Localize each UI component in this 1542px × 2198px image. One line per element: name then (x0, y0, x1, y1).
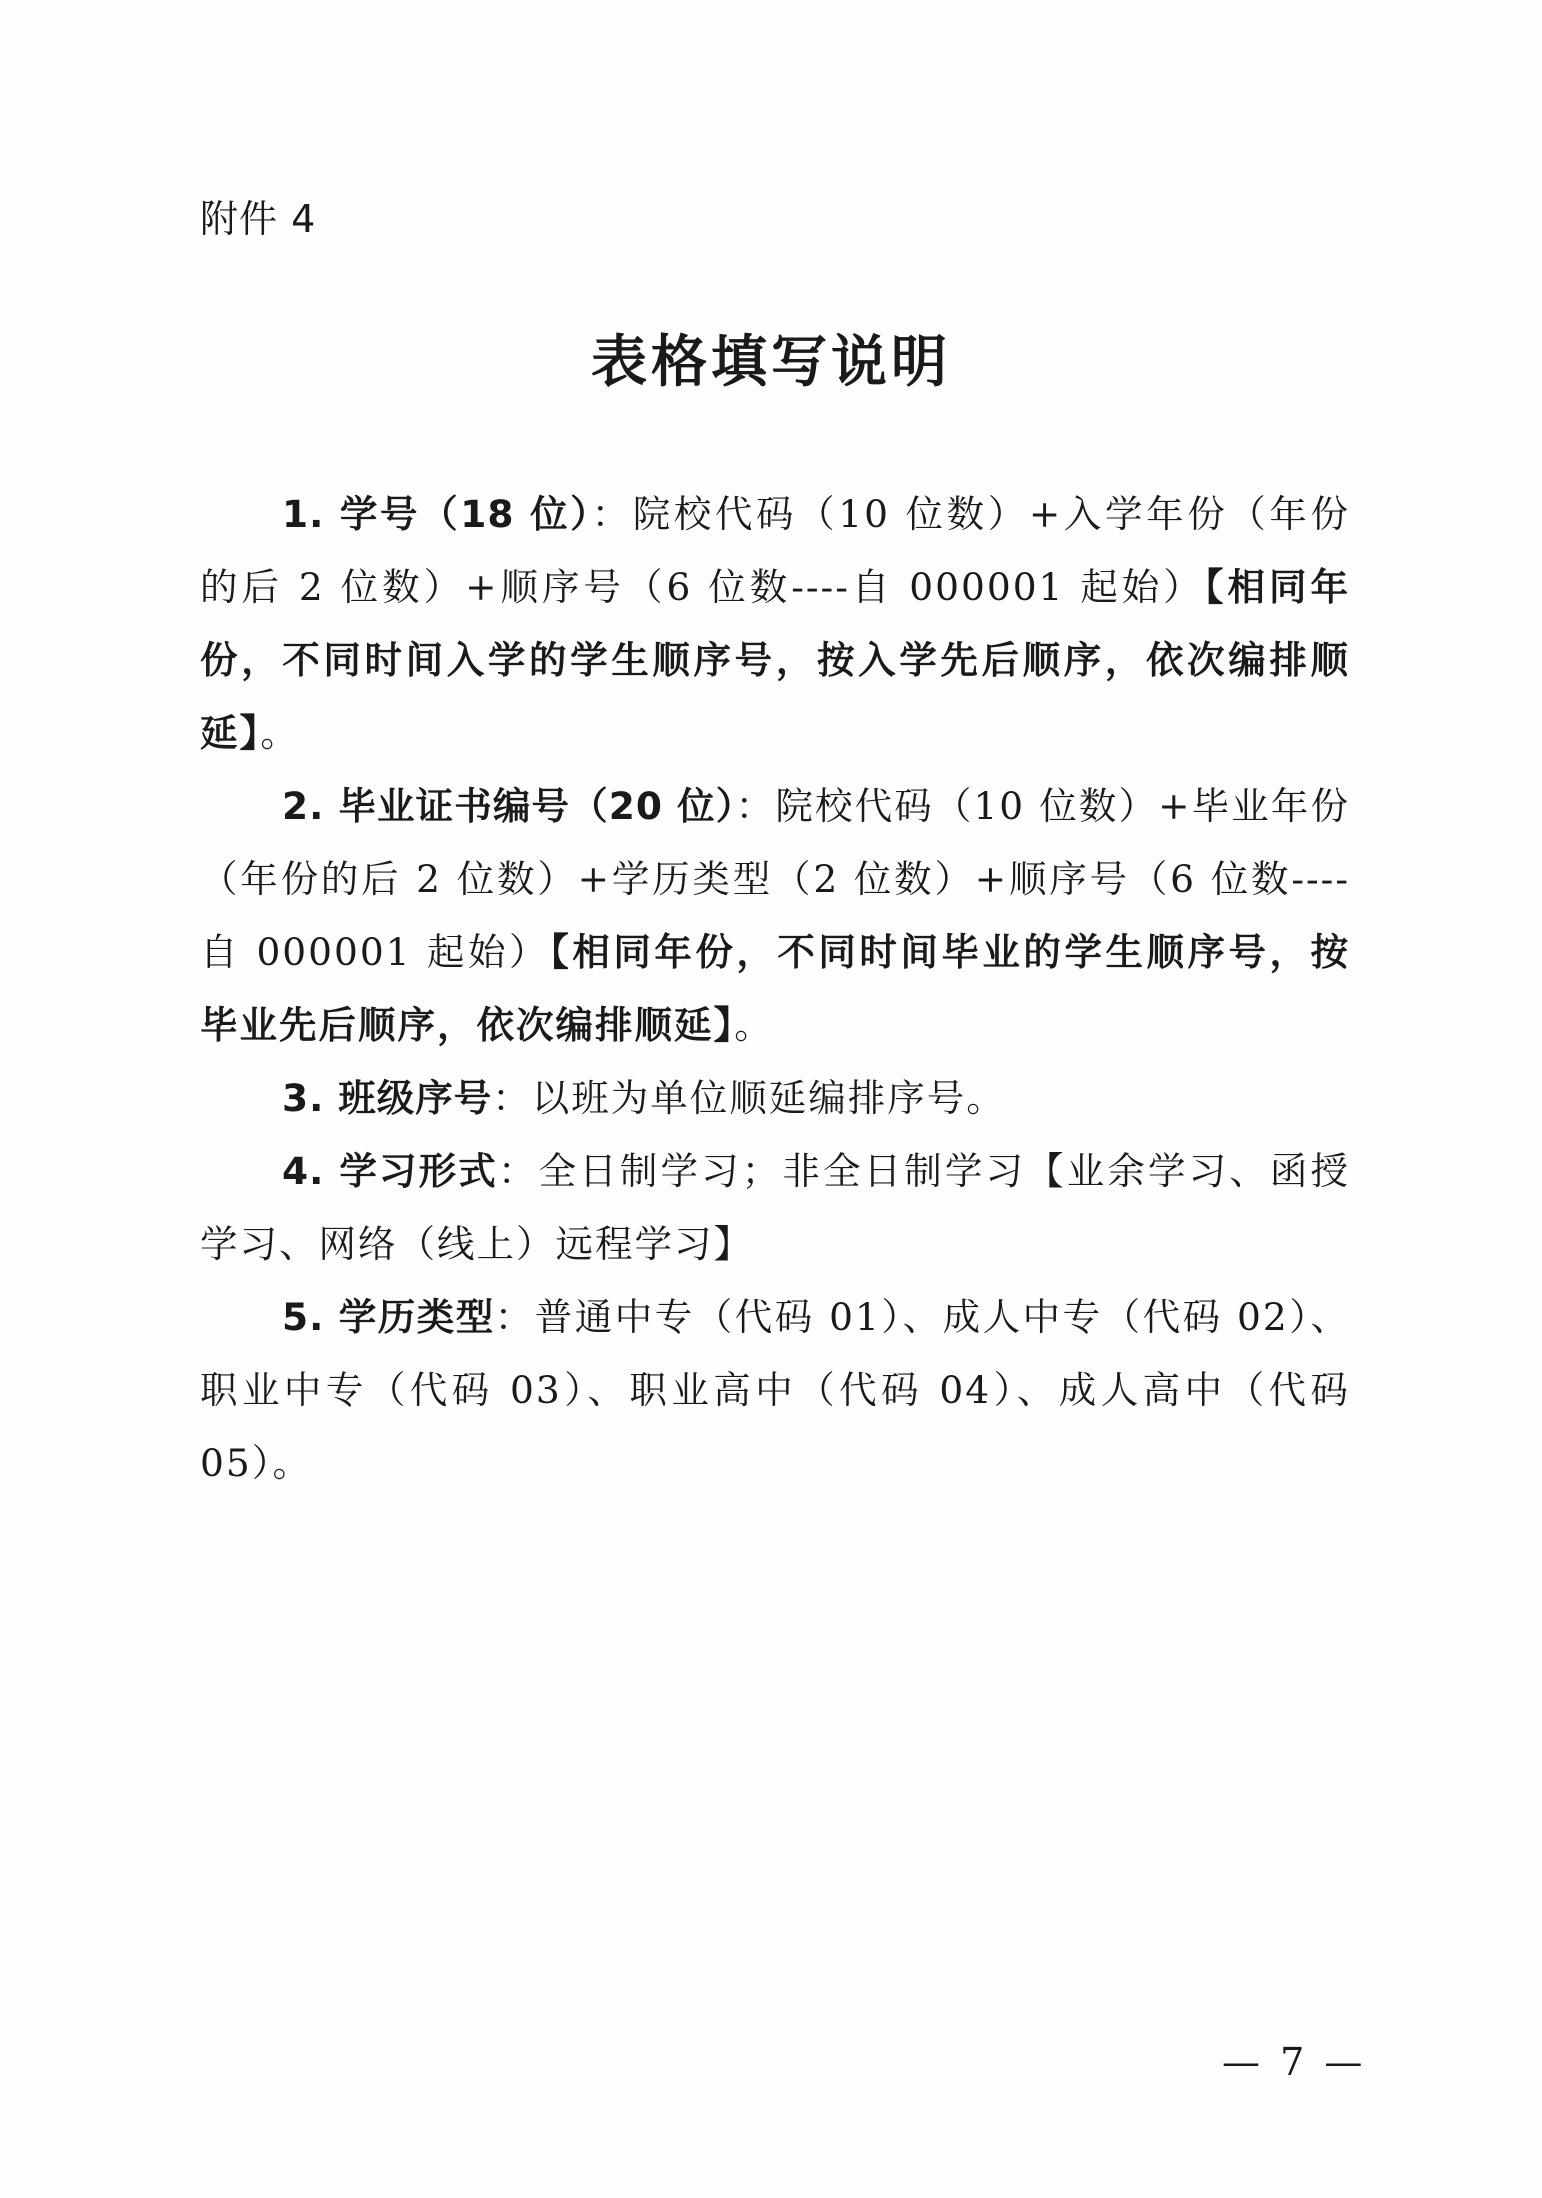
item-3-body: 以班为单位顺延编排序号。 (531, 1076, 1006, 1120)
item-4-body: 全日制学习；非全日制学习【业余学习、函授学习、网络（线上）远程学习】 (200, 1149, 1351, 1266)
item-1-heading: 学号（18 位） (339, 492, 592, 536)
item-2-ending: 。 (734, 1003, 774, 1047)
item-2-separator: ： (735, 784, 776, 828)
instruction-item-1 (200, 478, 1350, 770)
item-2-note: 【相同年份，不同时间毕业的学生顺序号，按毕业先后顺序，依次编排顺延】 (200, 930, 1351, 1047)
item-5-number: 5. (282, 1295, 325, 1339)
item-4-number: 4. (282, 1149, 325, 1193)
item-1-number: 1. (282, 492, 325, 536)
item-1-body: 院校代码（10 位数）+入学年份（年份的后 2 位数）+顺序号（6 位数----自 000001 起始） (200, 492, 1351, 609)
item-3-heading: 班级序号 (338, 1076, 493, 1120)
instruction-item-4 (200, 1135, 1350, 1281)
instruction-item-5 (200, 1281, 1350, 1500)
item-5-separator: ： (494, 1295, 535, 1339)
instruction-item-2 (200, 770, 1350, 1062)
item-1-separator: ： (591, 492, 633, 536)
instruction-item-3 (200, 1062, 1350, 1135)
item-3-number: 3. (282, 1076, 325, 1120)
item-5-body: 普通中专（代码 01）、成人中专（代码 02）、职业中专（代码 03）、职业高中（代码 04）、成人高中（代码 05）。 (200, 1295, 1351, 1485)
item-1-note: 【相同年份，不同时间入学的学生顺序号，按入学先后顺序，依次编排顺延】 (200, 565, 1351, 755)
item-4-heading: 学习形式 (339, 1149, 498, 1193)
item-2-body: 院校代码（10 位数）+毕业年份（年份的后 2 位数）+学历类型（2 位数）+顺序号（6 位数----自 000001 起始） (200, 784, 1351, 974)
item-2-number: 2. (282, 784, 325, 828)
item-3-separator: ： (492, 1076, 532, 1120)
page-number: — 7 — (1222, 2040, 1367, 2084)
item-1-ending: 。 (260, 711, 300, 755)
item-4-separator: ： (497, 1149, 539, 1193)
attachment-label: 附件 4 (200, 197, 317, 241)
page-title: 表格填写说明 (591, 330, 951, 395)
instructions-body (200, 478, 1350, 1500)
item-5-heading: 学历类型 (338, 1295, 495, 1339)
item-2-heading: 毕业证书编号（20 位） (338, 784, 736, 828)
